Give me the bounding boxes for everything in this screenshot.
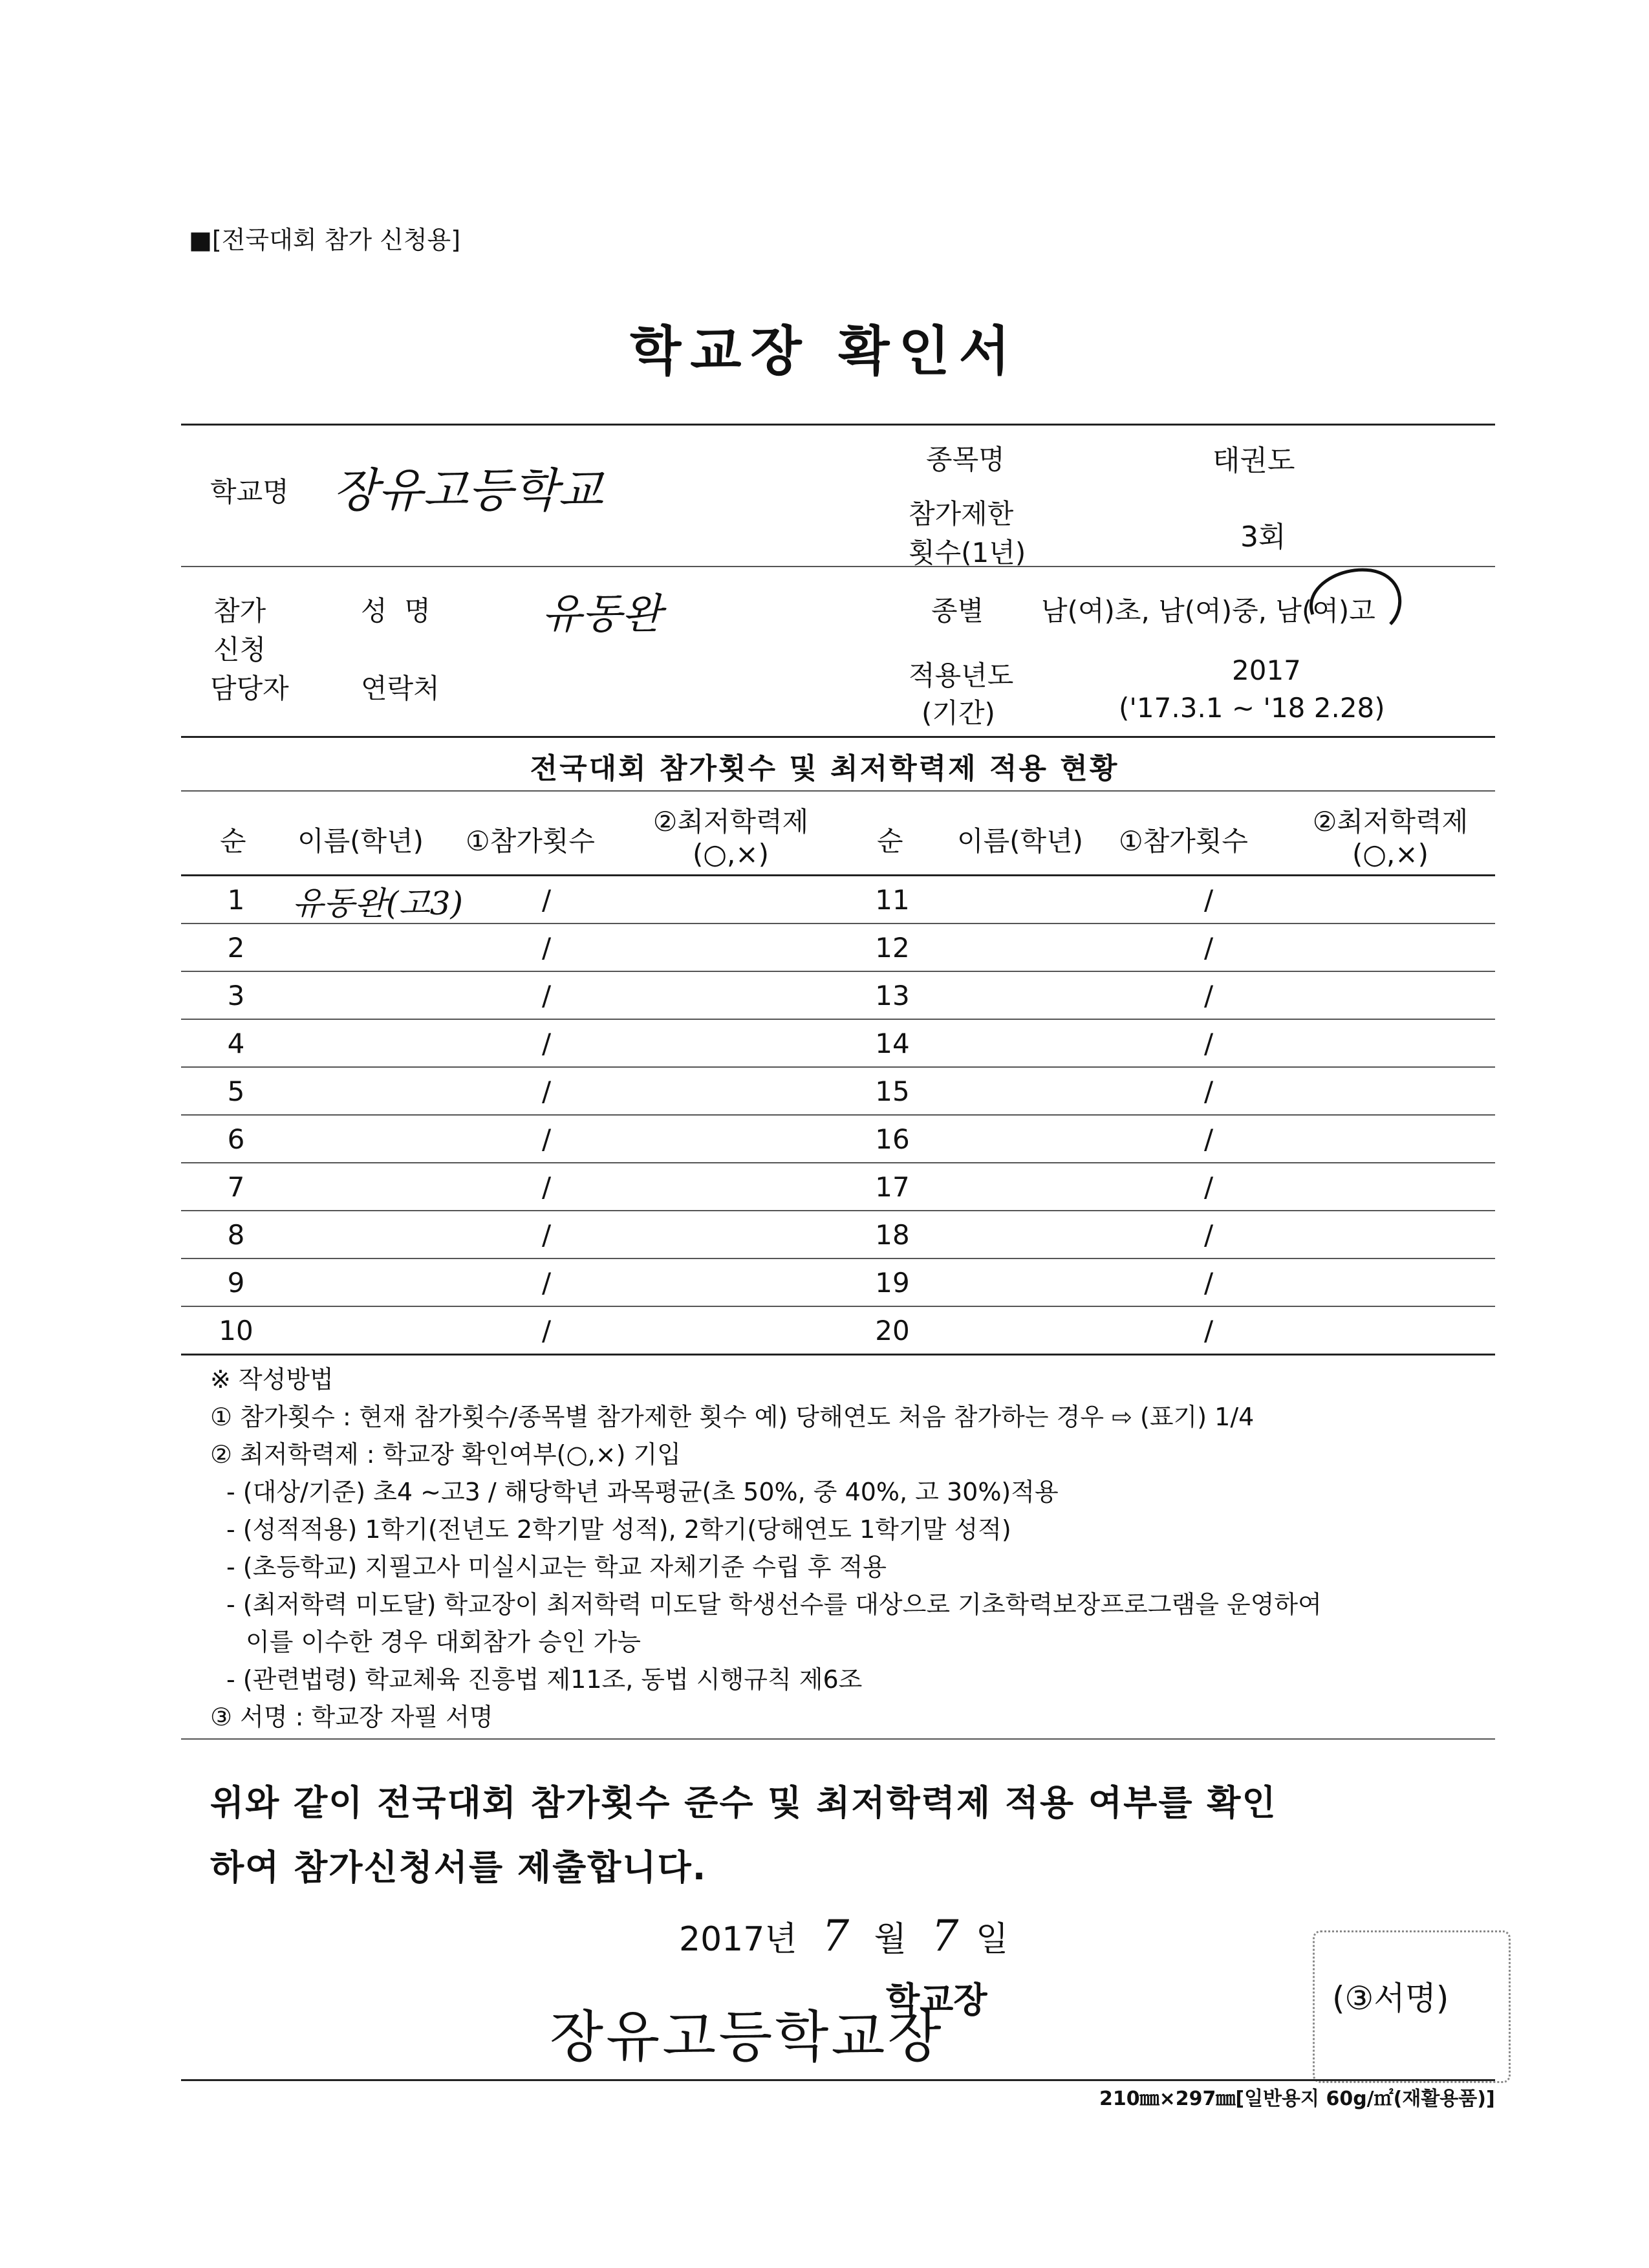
row-no: 3 bbox=[227, 980, 245, 1011]
note-3: ③ 서명 : 학교장 자필 서명 bbox=[210, 1703, 493, 1731]
contact-label: 연락처 bbox=[361, 673, 440, 704]
row-count: / bbox=[1204, 1075, 1214, 1107]
header-min-right-1: ②최저학력제 bbox=[1312, 806, 1469, 837]
declaration-line-1: 위와 같이 전국대회 참가횟수 준수 및 최저학력제 적용 여부를 확인 bbox=[210, 1782, 1277, 1823]
row-no: 5 bbox=[227, 1075, 245, 1107]
row-no: 1 bbox=[227, 884, 245, 916]
row-no: 10 bbox=[219, 1315, 253, 1346]
row-name-handwritten: 유동완(고3) bbox=[292, 885, 464, 922]
header-no-left: 순 bbox=[220, 825, 246, 857]
row-count: / bbox=[1204, 884, 1214, 916]
applicant-label-3: 담당자 bbox=[210, 673, 289, 704]
table-row bbox=[0, 1307, 1649, 1355]
limit-label-2: 횟수(1년) bbox=[909, 537, 1026, 568]
row-count: / bbox=[1204, 1315, 1214, 1346]
header-name-right: 이름(학년) bbox=[957, 825, 1084, 857]
note-2: ② 최저학력제 : 학교장 확인여부(○,×) 기입 bbox=[210, 1440, 681, 1469]
table-bottom-rule bbox=[181, 1354, 1495, 1355]
year-label-2: (기간) bbox=[921, 697, 995, 729]
limit-label-1: 참가제한 bbox=[909, 498, 1014, 530]
paper-spec-footer: 210㎜×297㎜[일반용지 60g/㎡(재활용품)] bbox=[1099, 2088, 1495, 2110]
header-min-left-2: (○,×) bbox=[693, 838, 769, 870]
date-year: 2017년 bbox=[679, 1920, 797, 1959]
limit-value: 3회 bbox=[1240, 521, 1286, 554]
school-name-handwritten: 장유고등학교 bbox=[333, 463, 603, 517]
row-no: 15 bbox=[875, 1075, 910, 1107]
date-day-label: 일 bbox=[975, 1920, 1009, 1959]
note-1: ① 참가횟수 : 현재 참가횟수/종목별 참가제한 횟수 예) 당해연도 처음 참가하는 경우 ⇨ (표기) 1/4 bbox=[210, 1403, 1255, 1431]
note-2d-cont: 이를 이수한 경우 대회참가 승인 가능 bbox=[246, 1628, 641, 1656]
notes-bottom-rule bbox=[181, 1738, 1495, 1740]
table-row bbox=[0, 972, 1649, 1020]
date-day-handwritten: 7 bbox=[931, 1911, 959, 1961]
row-no: 4 bbox=[227, 1028, 245, 1059]
row-no: 17 bbox=[875, 1171, 910, 1203]
table-row bbox=[0, 924, 1649, 972]
row-count: / bbox=[1204, 1028, 1214, 1059]
row-count: / bbox=[1204, 1123, 1214, 1155]
row-no: 6 bbox=[227, 1123, 245, 1155]
row-no: 8 bbox=[227, 1219, 245, 1251]
date-month-handwritten: 7 bbox=[822, 1911, 850, 1961]
row-count: / bbox=[1204, 932, 1214, 964]
row-count: / bbox=[1204, 980, 1214, 1011]
row-no: 19 bbox=[875, 1267, 910, 1299]
table-top-rule bbox=[181, 790, 1495, 792]
notes-heading: ※ 작성방법 bbox=[210, 1365, 334, 1394]
principal-title: 학교장 bbox=[886, 1980, 987, 2020]
section-title: 전국대회 참가횟수 및 최저학력제 적용 현황 bbox=[530, 752, 1119, 785]
row-no: 13 bbox=[875, 980, 910, 1011]
note-2d: - (최저학력 미도달) 학교장이 최저학력 미도달 학생선수를 대상으로 기초학력보장프로그램을 운영하여 bbox=[226, 1590, 1322, 1619]
school-label: 학교명 bbox=[210, 476, 289, 508]
header-min-left-1: ②최저학력제 bbox=[652, 806, 809, 837]
row-count: / bbox=[542, 1171, 552, 1203]
page-title: 학교장 확인서 bbox=[630, 321, 1019, 382]
category-label: 종별 bbox=[931, 595, 984, 627]
year-label-1: 적용년도 bbox=[909, 660, 1014, 691]
info-mid-rule bbox=[181, 566, 1495, 567]
header-min-right-2: (○,×) bbox=[1352, 838, 1428, 870]
note-2b: - (성적적용) 1학기(전년도 2학기말 성적), 2학기(당해연도 1학기말 성적) bbox=[226, 1515, 1011, 1544]
year-value: 2017 bbox=[1232, 654, 1301, 686]
declaration-line-2: 하여 참가신청서를 제출합니다. bbox=[210, 1847, 707, 1888]
row-no: 7 bbox=[227, 1171, 245, 1203]
header-count-left: ①참가횟수 bbox=[466, 825, 595, 857]
table-row bbox=[0, 1211, 1649, 1259]
header-name-left: 이름(학년) bbox=[297, 825, 424, 857]
note-2c: - (초등학교) 지필고사 미실시교는 학교 자체기준 수립 후 적용 bbox=[226, 1553, 887, 1581]
row-count: / bbox=[542, 1315, 552, 1346]
header-no-right: 순 bbox=[877, 825, 903, 857]
table-row bbox=[0, 1163, 1649, 1211]
table-row bbox=[0, 876, 1649, 924]
row-no: 12 bbox=[875, 932, 910, 964]
row-no: 18 bbox=[875, 1219, 910, 1251]
circled-choice-mark bbox=[1300, 563, 1410, 637]
name-label: 성 명 bbox=[361, 595, 431, 627]
row-no: 11 bbox=[875, 884, 910, 916]
note-2a: - (대상/기준) 초4 ~고3 / 해당학년 과목평균(초 50%, 중 40%, 고 30%)적용 bbox=[226, 1478, 1059, 1506]
footer-rule bbox=[181, 2079, 1495, 2081]
applicant-label-1: 참가 bbox=[213, 595, 266, 627]
row-count: / bbox=[542, 980, 552, 1011]
row-no: 20 bbox=[875, 1315, 910, 1346]
applicant-label-2: 신청 bbox=[213, 634, 266, 665]
row-no: 2 bbox=[227, 932, 245, 964]
row-count: / bbox=[542, 1075, 552, 1107]
table-row bbox=[0, 1020, 1649, 1068]
row-count: / bbox=[1204, 1171, 1214, 1203]
row-count: / bbox=[542, 1123, 552, 1155]
row-no: 14 bbox=[875, 1028, 910, 1059]
row-count: / bbox=[1204, 1219, 1214, 1251]
sport-label: 종목명 bbox=[926, 444, 1005, 475]
table-row bbox=[0, 1116, 1649, 1163]
form-type-tag: ■[전국대회 참가 신청용] bbox=[189, 226, 461, 254]
row-count: / bbox=[542, 1219, 552, 1251]
sport-value: 태권도 bbox=[1212, 444, 1295, 477]
row-count: / bbox=[542, 1028, 552, 1059]
info-bottom-rule bbox=[181, 736, 1495, 738]
date-line bbox=[679, 1911, 1008, 1961]
category-value-elem-mid: 남(여)초, 남(여)중, bbox=[1041, 595, 1276, 627]
row-no: 9 bbox=[227, 1267, 245, 1299]
row-count: / bbox=[1204, 1267, 1214, 1299]
row-count: / bbox=[542, 932, 552, 964]
header-count-right: ①참가횟수 bbox=[1119, 825, 1248, 857]
row-count: / bbox=[542, 884, 552, 916]
date-month-label: 월 bbox=[874, 1920, 907, 1959]
school-stamp: 장유고등학교장 bbox=[550, 2005, 944, 2069]
category-value-high: 남(여)고 bbox=[1275, 595, 1375, 627]
year-period: ('17.3.1 ~ '18 2.28) bbox=[1119, 692, 1385, 724]
row-count: / bbox=[542, 1267, 552, 1299]
note-2e: - (관련법령) 학교체육 진흥법 제11조, 동법 시행규칙 제6조 bbox=[226, 1665, 863, 1694]
table-row bbox=[0, 1068, 1649, 1116]
table-row bbox=[0, 1259, 1649, 1307]
row-no: 16 bbox=[875, 1123, 910, 1155]
info-top-rule bbox=[181, 424, 1495, 426]
applicant-name-handwritten: 유동완 bbox=[542, 590, 662, 638]
participation-table bbox=[0, 876, 1649, 1355]
signature-label: (③서명) bbox=[1332, 1980, 1449, 2017]
